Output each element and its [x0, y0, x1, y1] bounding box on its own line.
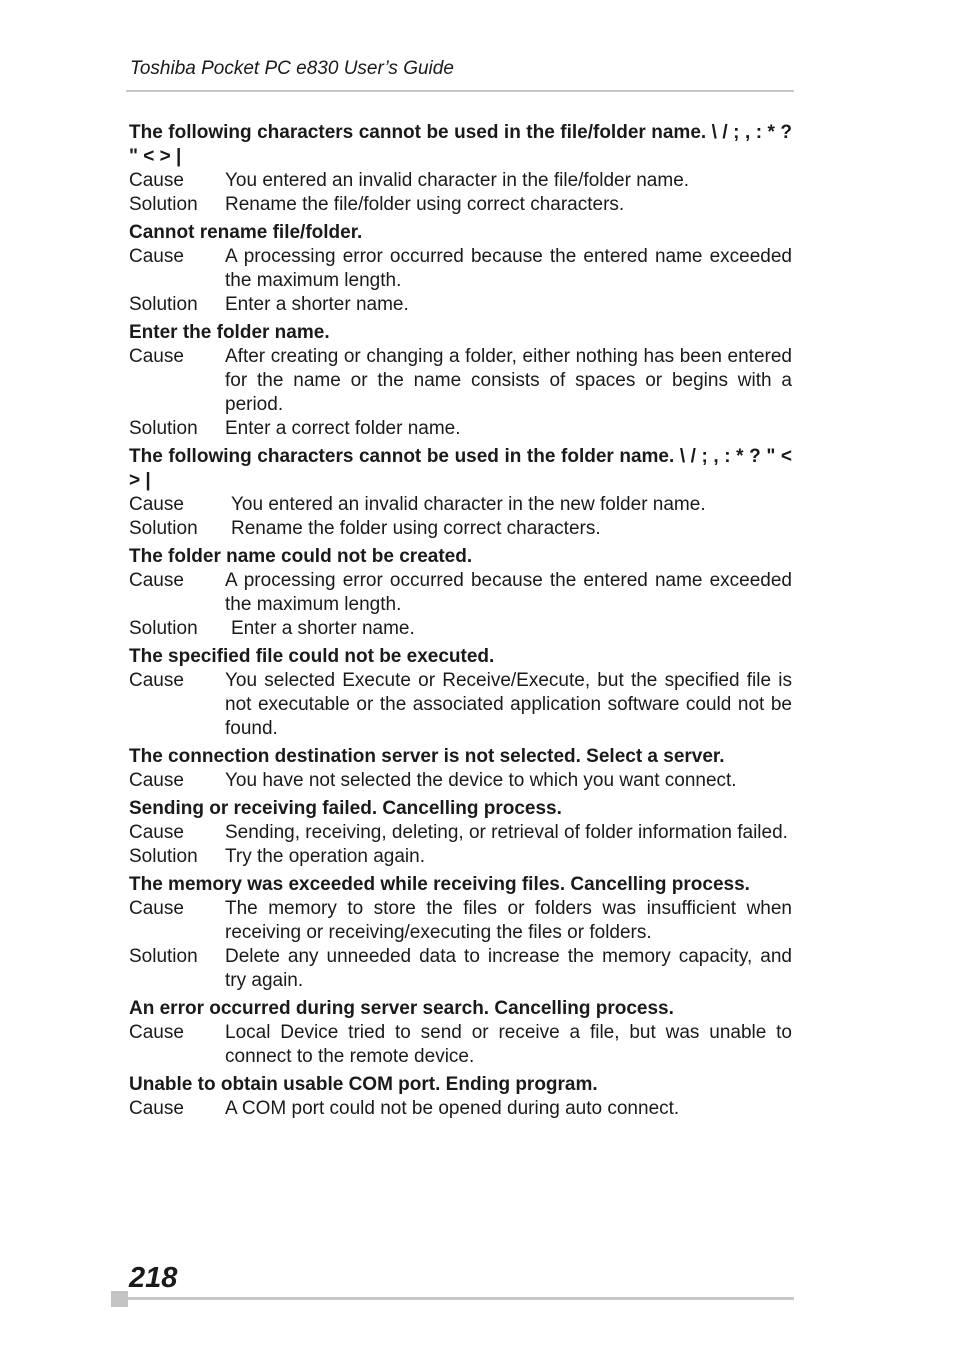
error-entry — [129, 997, 792, 1069]
cause-row — [129, 569, 792, 617]
cause-row — [129, 345, 792, 417]
cause-label: Cause — [129, 670, 184, 691]
cause-text: The memory to store the files or folders was insufficient when receiving or receiving/executing the files or folders. — [225, 898, 792, 943]
error-heading: The folder name could not be created. — [129, 546, 473, 567]
cause-label: Cause — [129, 770, 184, 791]
solution-text: Try the operation again. — [225, 846, 425, 867]
cause-row — [129, 169, 792, 193]
error-entry — [129, 445, 792, 541]
error-entry — [129, 1073, 792, 1121]
cause-text: Local Device tried to send or receive a file, but was unable to connect to the remote device. — [225, 1022, 792, 1067]
solution-label: Solution — [129, 618, 198, 639]
cause-text: You entered an invalid character in the file/folder name. — [225, 170, 690, 191]
cause-row — [129, 897, 792, 945]
cause-text: You have not selected the device to which you want connect. — [225, 770, 737, 791]
error-entry — [129, 221, 792, 317]
error-heading: An error occurred during server search. Cancelling process. — [129, 998, 674, 1019]
solution-row — [129, 617, 792, 641]
solution-row — [129, 193, 792, 217]
error-entry — [129, 645, 792, 741]
cause-text: A processing error occurred because the entered name exceeded the maximum length. — [225, 570, 792, 615]
cause-label: Cause — [129, 494, 184, 515]
error-entry — [129, 545, 792, 641]
error-entry — [129, 797, 792, 869]
error-entry — [129, 121, 792, 217]
cause-label: Cause — [129, 170, 184, 191]
cause-row — [129, 493, 792, 517]
solution-text: Enter a shorter name. — [231, 618, 415, 639]
cause-text: You entered an invalid character in the new folder name. — [231, 494, 706, 515]
error-entry — [129, 745, 792, 793]
solution-label: Solution — [129, 294, 198, 315]
solution-label: Solution — [129, 418, 198, 439]
solution-row — [129, 845, 792, 869]
cause-row — [129, 821, 792, 845]
cause-label: Cause — [129, 822, 184, 843]
cause-row — [129, 769, 792, 793]
error-heading: Sending or receiving failed. Cancelling process. — [129, 798, 562, 819]
solution-text: Delete any unneeded data to increase the memory capacity, and try again. — [225, 946, 792, 991]
cause-row — [129, 1097, 792, 1121]
solution-text: Rename the file/folder using correct characters. — [225, 194, 625, 215]
error-entry — [129, 873, 792, 993]
solution-label: Solution — [129, 194, 198, 215]
page-number: 218 — [129, 1262, 178, 1294]
error-heading: Unable to obtain usable COM port. Ending program. — [129, 1074, 598, 1095]
error-heading: Cannot rename file/folder. — [129, 222, 363, 243]
footer-divider — [128, 1297, 794, 1300]
cause-text: You selected Execute or Receive/Execute, but the specified file is not executable or the associated application software could not be found. — [225, 670, 792, 739]
solution-label: Solution — [129, 846, 198, 867]
solution-text: Enter a shorter name. — [225, 294, 409, 315]
cause-label: Cause — [129, 570, 184, 591]
cause-row — [129, 669, 792, 741]
error-heading: The memory was exceeded while receiving files. Cancelling process. — [129, 874, 750, 895]
header-divider — [126, 90, 794, 92]
cause-label: Cause — [129, 898, 184, 919]
cause-text: A processing error occurred because the entered name exceeded the maximum length. — [225, 246, 792, 291]
error-heading: The specified file could not be executed. — [129, 646, 495, 667]
error-heading: Enter the folder name. — [129, 322, 330, 343]
error-heading: The connection destination server is not selected. Select a server. — [129, 746, 725, 767]
solution-row — [129, 945, 792, 993]
cause-label: Cause — [129, 1098, 184, 1119]
error-message-list — [129, 121, 792, 1121]
cause-text: Sending, receiving, deleting, or retrieval of folder information failed. — [225, 822, 788, 843]
cause-label: Cause — [129, 346, 184, 367]
footer-marker — [111, 1291, 128, 1307]
solution-row — [129, 293, 792, 317]
solution-row — [129, 417, 792, 441]
cause-label: Cause — [129, 1022, 184, 1043]
solution-text: Enter a correct folder name. — [225, 418, 461, 439]
running-header-title: Toshiba Pocket PC e830 User’s Guide — [130, 58, 454, 79]
solution-text: Rename the folder using correct characters. — [231, 518, 601, 539]
error-entry — [129, 321, 792, 441]
solution-label: Solution — [129, 946, 198, 967]
error-heading: The following characters cannot be used in the folder name. \ / ; , : * ? " < > | — [129, 446, 792, 491]
cause-text: A COM port could not be opened during auto connect. — [225, 1098, 680, 1119]
error-heading: The following characters cannot be used in the file/folder name. \ / ; , : * ? " < > | — [129, 122, 792, 167]
cause-row — [129, 245, 792, 293]
solution-row — [129, 517, 792, 541]
cause-label: Cause — [129, 246, 184, 267]
cause-text: After creating or changing a folder, either nothing has been entered for the name or the name consists of spaces or begins with a period. — [225, 346, 792, 415]
solution-label: Solution — [129, 518, 198, 539]
cause-row — [129, 1021, 792, 1069]
